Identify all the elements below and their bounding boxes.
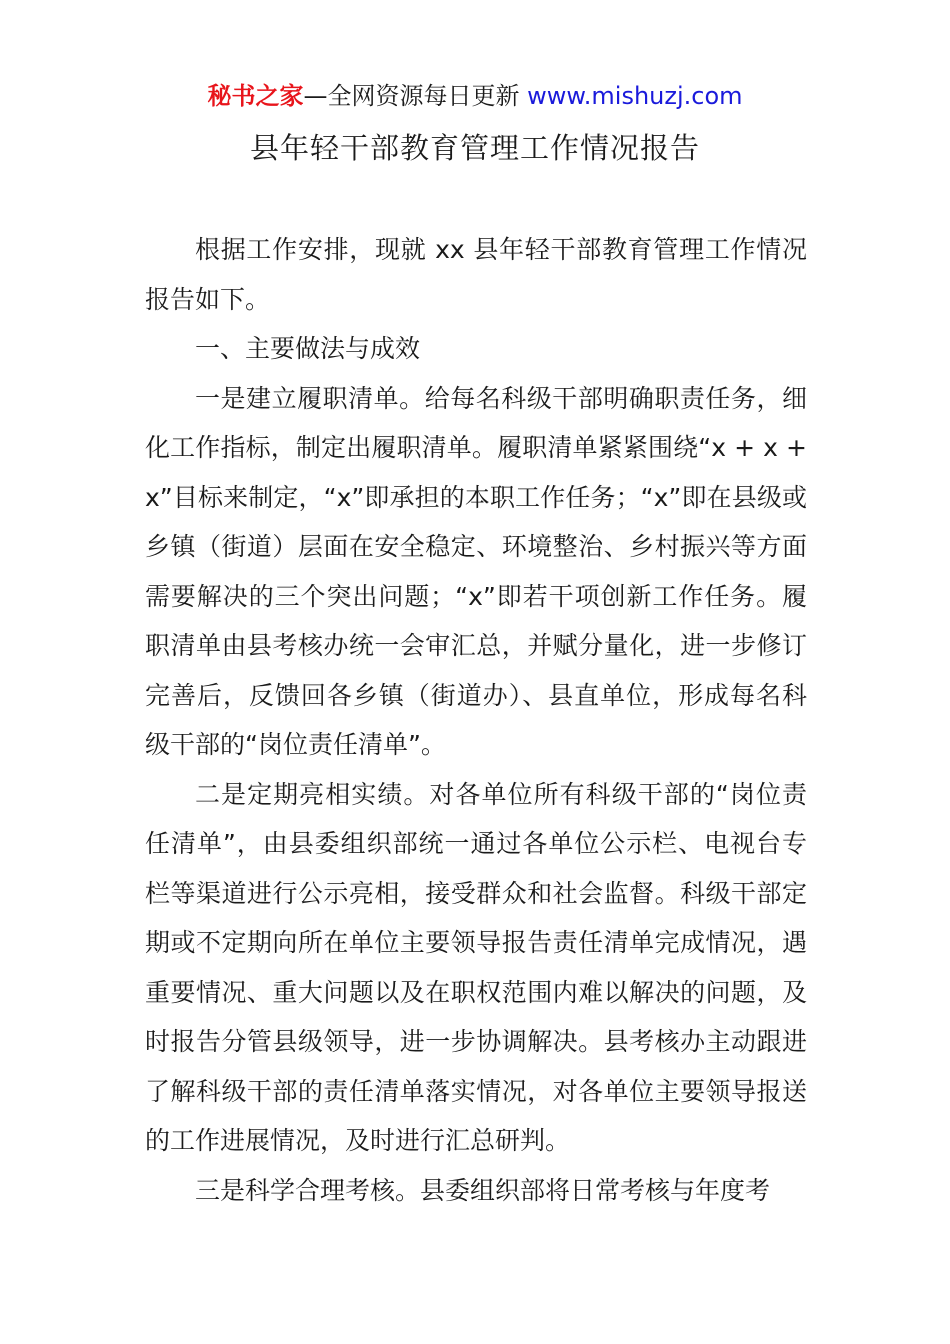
section-heading: 一、主要做法与成效	[195, 334, 421, 363]
brand-name: 秘书之家	[207, 82, 304, 110]
paragraph-3: 三是科学合理考核。县委组织部将日常考核与年度考	[195, 1175, 771, 1205]
site-url-link[interactable]: www.mishuzj.com	[527, 82, 743, 110]
document-body	[145, 225, 807, 1215]
intro-paragraph: 根据工作安排，现就 xx 县年轻干部教育管理工作情况报告如下。	[145, 235, 807, 314]
document-title: 县年轻干部教育管理工作情况报告	[249, 131, 700, 165]
site-header	[0, 80, 950, 112]
paragraph-2: 二是定期亮相实绩。对各单位所有科级干部的“岗位责任清单”，由县委组织部统一通过各单位公示栏、电视台专栏等渠道进行公示亮相，接受群众和社会监督。科级干部定期或不定期向所在单位主要领导报告责任清单完成情况，遇重要情况、重大问题以及在职权范围内难以解决的问题，及时报告分管县级领导，进一步协调解决。县考核办主动跟进了解科级干部的责任清单落实情况，对各单位主要领导报送的工作进展情况，及时进行汇总研判。	[145, 779, 807, 1155]
paragraph-1: 一是建立履职清单。给每名科级干部明确职责任务，细化工作指标，制定出履职清单。履职清单紧紧围绕“x + x + x”目标来制定，“x”即承担的本职工作任务；“x”即在县级或乡镇（街道）层面在安全稳定、环境整治、乡村振兴等方面需要解决的三个突出问题；“x”即若干项创新工作任务。履职清单由县考核办统一会审汇总，并赋分量化，进一步修订完善后，反馈回各乡镇（街道办）、县直单位，形成每名科级干部的“岗位责任清单”。	[145, 383, 807, 759]
header-tagline: —全网资源每日更新	[303, 82, 528, 110]
